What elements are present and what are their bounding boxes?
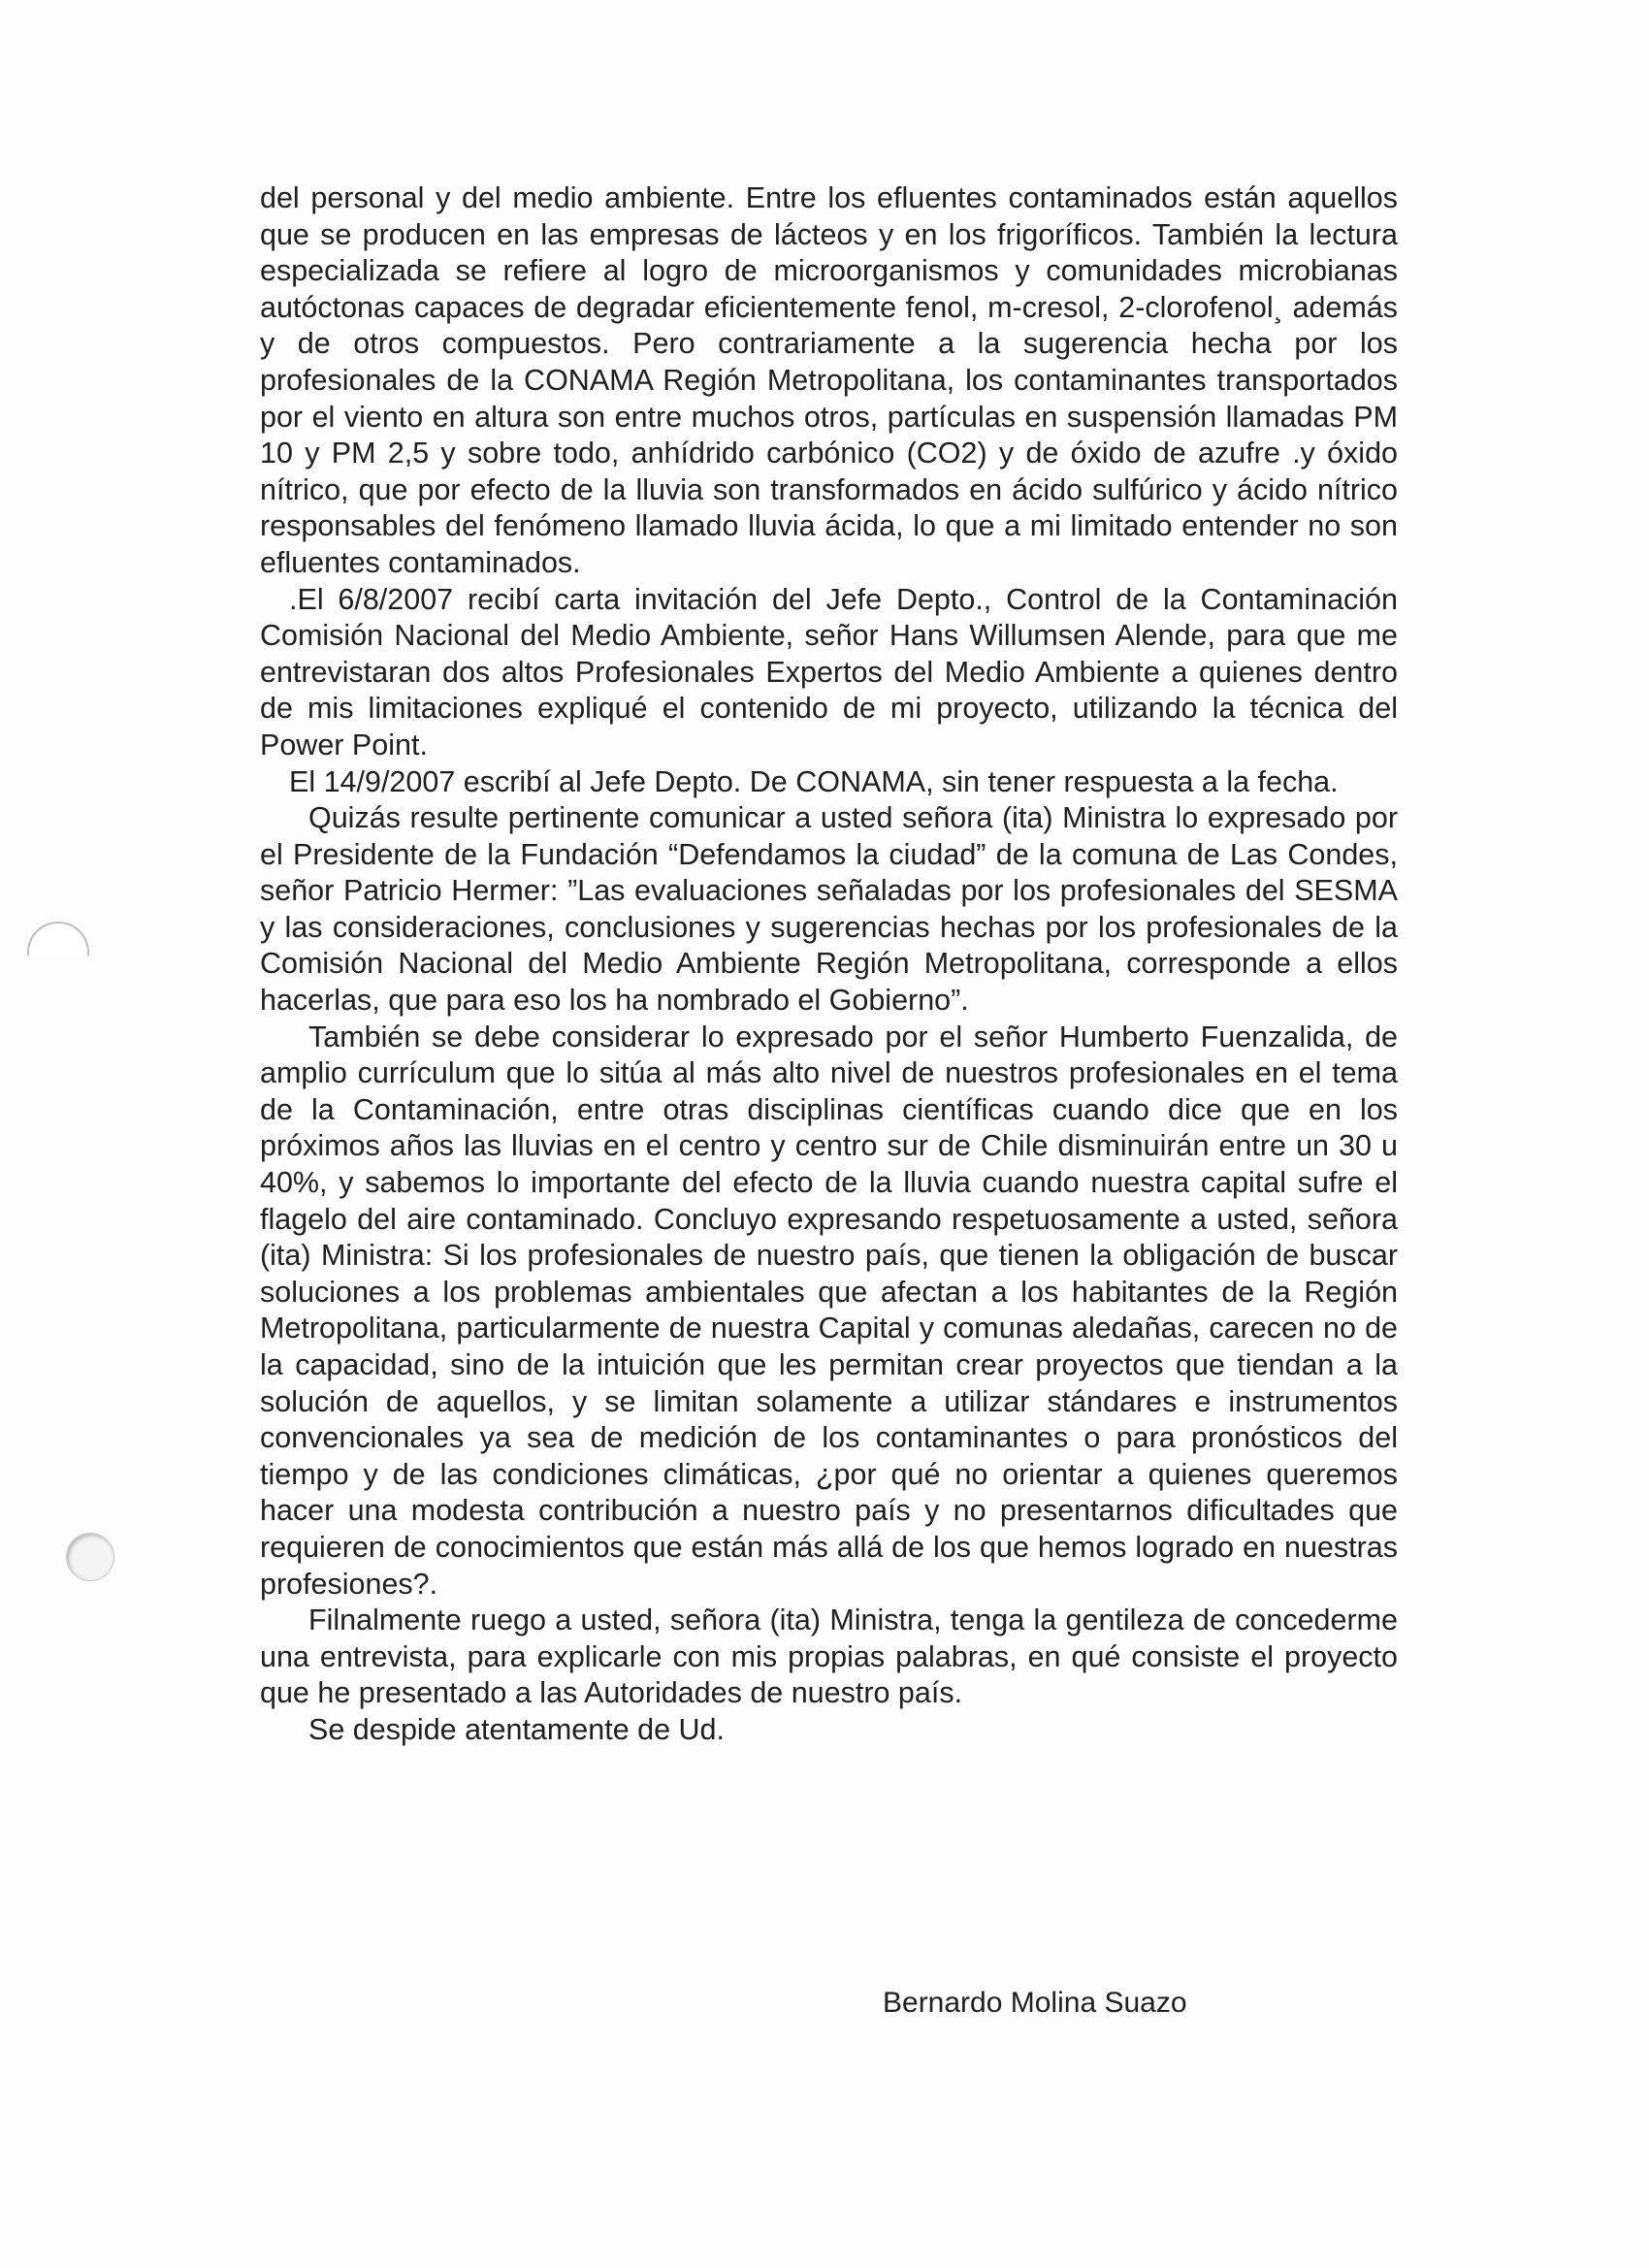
letter-body (260, 180, 1398, 1749)
paragraph-fuenzalida: También se debe considerar lo expresado por el señor Humberto Fuenzalida, de amplio currículum que lo sitúa al más alto nivel de nuestros profesionales en el tema de la Contaminación, entre otras disciplinas científicas cuando dice que en los próximos años las lluvias en el centro y centro sur de Chile disminuirán entre un 30 u 40%, y sabemos lo importante del efecto de la lluvia cuando nuestra capital sufre el flagelo del aire contaminado. Concluyo expresando respetuosamente a usted, señora (ita) Ministra: Si los profesionales de nuestro país, que tienen la obligación de buscar soluciones a los problemas ambientales que afectan a los habitantes de la Región Metropolitana, particularmente de nuestra Capital y comunas aledañas, carecen no de la capacidad, sino de la intuición que les permitan crear proyectos que tiendan a la solución de aquellos, y se limitan solamente a utilizar stándares e instrumentos convencionales ya sea de medición de los contaminantes o para pronósticos del tiempo y de las condiciones climáticas, ¿por qué no orientar a quienes queremos hacer una modesta contribución a nuestro país y no presentarnos dificultades que requieren de conocimientos que están más allá de los que hemos logrado en nuestras profesiones?. (260, 1020, 1398, 1601)
signature-name: Bernardo Molina Suazo (883, 1987, 1187, 2019)
paragraph-conama-letter: El 14/9/2007 escribí al Jefe Depto. De CONAMA, sin tener respuesta a la fecha. (289, 764, 1339, 798)
paragraph-invitation: .El 6/8/2007 recibí carta invitación del Jefe Depto., Control de la Contaminación Comisión Nacional del Medio Ambiente, señor Hans Willumsen Alende, para que me entrevistaran dos altos Profesionales Expertos del Medio Ambiente a quienes dentro de mis limitaciones expliqué el contenido de mi proyecto, utilizando la técnica del Power Point. (260, 582, 1398, 761)
paragraph-request-interview: Filnalmente ruego a usted, señora (ita) Ministra, tenga la gentileza de concederme una entrevista, para explicarle con mis propias palabras, en qué consiste el proyecto que he presentado a las Autoridades de nuestro país. (260, 1604, 1398, 1710)
paragraph-effluents: del personal y del medio ambiente. Entre los efluentes contaminados están aquellos que se producen en las empresas de lácteos y en los frigoríficos. También la lectura especializada se refiere al logro de microorganismos y comunidades microbianas autóctonas capaces de degradar eficientemente fenol, m-cresol, 2-clorofenol¸ además y de otros compuestos. Pero contrariamente a la sugerencia hecha por los profesionales de la CONAMA Región Metropolitana, los contaminantes transportados por el viento en altura son entre muchos otros, partículas en suspensión llamadas PM 10 y PM 2,5 y sobre todo, anhídrido carbónico (CO2) y de óxido de azufre .y óxido nítrico, que por efecto de la lluvia son transformados en ácido sulfúrico y ácido nítrico responsables del fenómeno llamado lluvia ácida, lo que a mi limitado entender no son efluentes contaminados. (260, 181, 1398, 579)
punch-hole-bottom (66, 1533, 114, 1581)
punch-hole-top (27, 922, 89, 984)
paragraph-fundacion-quote: Quizás resulte pertinente comunicar a usted señora (ita) Ministra lo expresado por el Presidente de la Fundación “Defendamos la ciudad” de la comuna de Las Condes, señor Patricio Hermer: ”Las evaluaciones señaladas por los profesionales del SESMA y las consideraciones, conclusiones y sugerencias hechas por los profesionales de la Comisión Nacional del Medio Ambiente Región Metropolitana, corresponde a ellos hacerlas, que para eso los ha nombrado el Gobierno”. (260, 801, 1398, 1018)
closing-line: Se despide atentamente de Ud. (308, 1712, 725, 1746)
